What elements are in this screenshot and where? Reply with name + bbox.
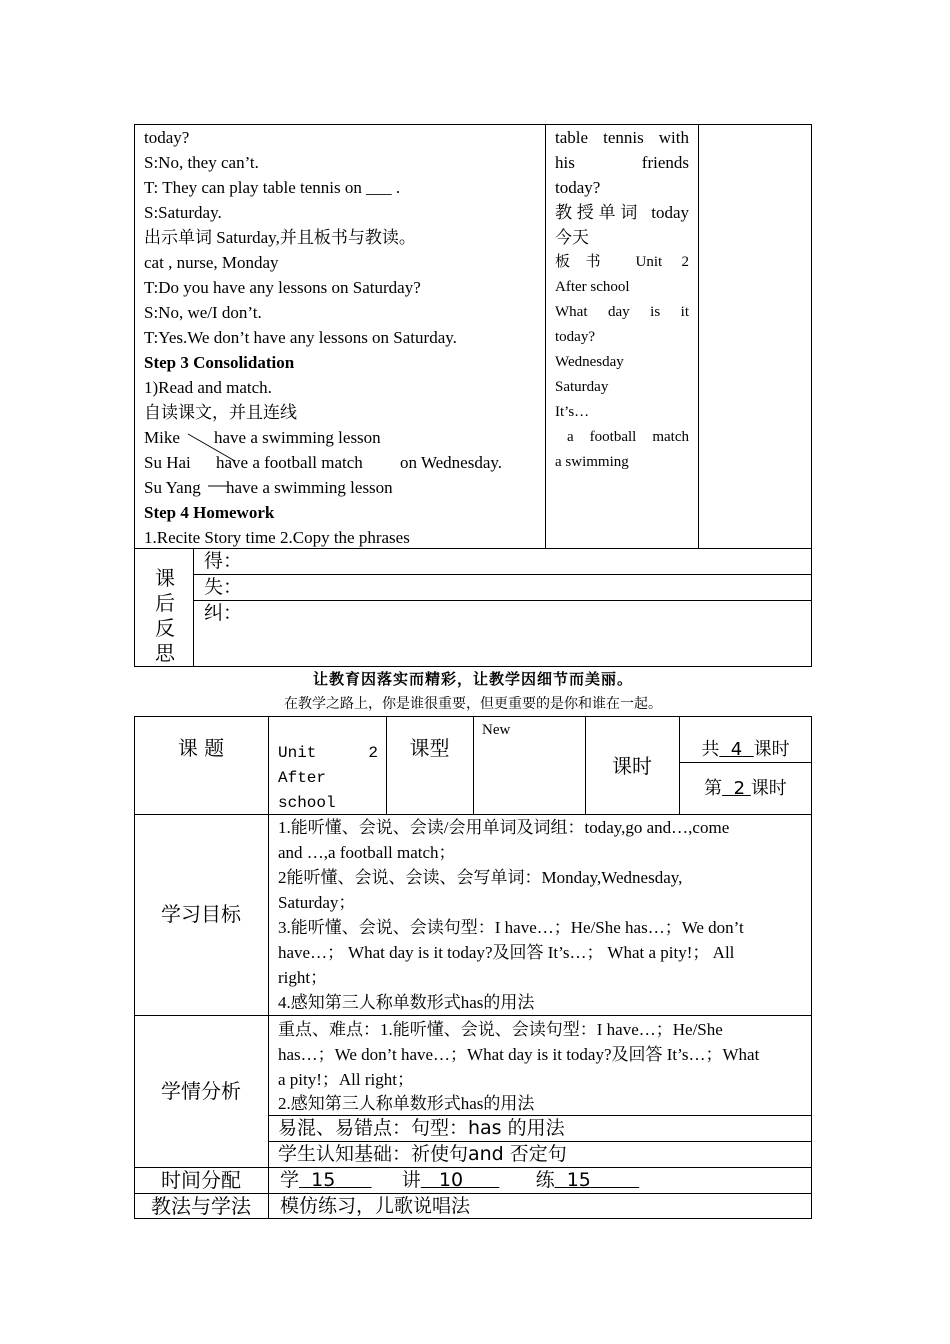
step-line: S:No, they can’t. xyxy=(144,153,259,172)
key-point-line: 2.感知第三人称单数形式has的用法 xyxy=(278,1094,535,1113)
step-line: T:Do you have any lessons on Saturday? xyxy=(144,278,421,297)
time-label: 时间分配 xyxy=(161,1168,241,1192)
total-hours: 共 4 课时 xyxy=(701,739,790,760)
match-name-mike: Mike xyxy=(144,428,180,447)
topic-value: Unit 2 After school xyxy=(278,744,378,812)
board-line: After school xyxy=(555,279,630,295)
slogan-line2: 在教学之路上，你是谁很重要，但更重要的是你和谁在一起。 xyxy=(284,696,662,712)
goal-line: right； xyxy=(278,968,328,987)
step-line: 自读课文，并且连线 xyxy=(144,403,297,422)
step-line: 出示单词 Saturday,并且板书与教读。 xyxy=(144,228,416,247)
type-label: 课型 xyxy=(409,736,450,760)
confusion-line: 易混、易错点：句型：has 的用法 xyxy=(278,1117,565,1139)
board-line: Wednesday xyxy=(555,354,624,370)
board-line: a football match xyxy=(567,429,689,445)
match-name-suyang: Su Yang xyxy=(144,478,201,497)
step3-heading: Step 3 Consolidation xyxy=(144,353,295,372)
match-lines xyxy=(180,425,240,495)
step-line: 1)Read and match. xyxy=(144,378,272,397)
homework-line: 1.Recite Story time 2.Copy the phrases xyxy=(144,528,410,547)
goal-line: 1.能听懂、会说、会读/会用单词及词组：today,go and…,come xyxy=(278,818,730,837)
step-line: S:Saturday. xyxy=(144,203,222,222)
board-line: table tennis with xyxy=(555,128,689,147)
slogan-line1: 让教育因落实而精彩，让教学因细节而美丽。 xyxy=(312,670,633,688)
reflection-fix: 纠： xyxy=(204,602,243,624)
match-name-suhai: Su Hai xyxy=(144,453,191,472)
basis-line: 学生认知基础：祈使句and 否定句 xyxy=(278,1143,567,1165)
key-point-line: a pity!；All right； xyxy=(278,1070,414,1089)
board-line: It’s… xyxy=(555,404,590,420)
analysis-label: 学情分析 xyxy=(161,1079,241,1103)
step-line: S:No, we/I don’t. xyxy=(144,303,262,322)
step-line: T: They can play table tennis on ___ . xyxy=(144,178,401,197)
goal-line: Saturday； xyxy=(278,893,356,912)
board-line: his friends xyxy=(555,153,689,172)
reflection-loss: 失： xyxy=(204,576,243,598)
board-line: 板书 Unit 2 xyxy=(555,254,689,270)
step-line: T:Yes.We don’t have any lessons on Saturday. xyxy=(144,328,457,347)
board-line: Saturday xyxy=(555,379,609,395)
goal-line: have…； What day is it today?及回答 It’s…； What a pity!； All xyxy=(278,943,735,962)
board-line: a swimming xyxy=(555,454,629,470)
match-activity: have a swimming lesson xyxy=(226,478,393,497)
topic-label: 课 题 xyxy=(177,736,225,760)
board-line: What day is it xyxy=(555,304,689,320)
current-hour: 第 2 课时 xyxy=(704,778,787,799)
match-activity: have a swimming lesson xyxy=(214,428,381,447)
time-allocation: 学 15 讲 10 练 15 xyxy=(280,1169,591,1191)
key-point-line: 重点、难点：1.能听懂、会说、会读句型：I have…；He/She xyxy=(278,1020,723,1039)
step4-heading: Step 4 Homework xyxy=(144,503,275,522)
reflection-gain: 得： xyxy=(204,550,243,572)
board-line: today? xyxy=(555,178,601,197)
method-label: 教法与学法 xyxy=(151,1194,251,1218)
match-activity: have a football match xyxy=(216,453,363,472)
goals-label: 学习目标 xyxy=(161,902,241,926)
goal-line: 3.能听懂、会说、会读句型：I have…；He/She has…；We don’t xyxy=(278,918,744,937)
board-line: 今天 xyxy=(555,228,589,247)
goal-line: 4.感知第三人称单数形式has的用法 xyxy=(278,993,535,1012)
key-point-line: has…；We don’t have…；What day is it today?及回答 It’s…；What xyxy=(278,1045,760,1064)
phonics-words: cat , nurse, Monday xyxy=(144,253,279,272)
goal-line: 2能听懂、会说、会读、会写单词：Monday,Wednesday, xyxy=(278,868,683,887)
goal-line: and …,a football match； xyxy=(278,843,456,862)
board-line: today? xyxy=(555,329,595,345)
hours-label: 课时 xyxy=(612,754,652,778)
type-value: New xyxy=(482,722,511,738)
reflection-label: 课后反思 xyxy=(155,566,175,665)
method-value: 模仿练习，儿歌说唱法 xyxy=(280,1195,471,1217)
board-line: 教授单词 today xyxy=(555,203,689,222)
match-day: on Wednesday. xyxy=(400,453,503,472)
step-line: today? xyxy=(144,128,190,147)
